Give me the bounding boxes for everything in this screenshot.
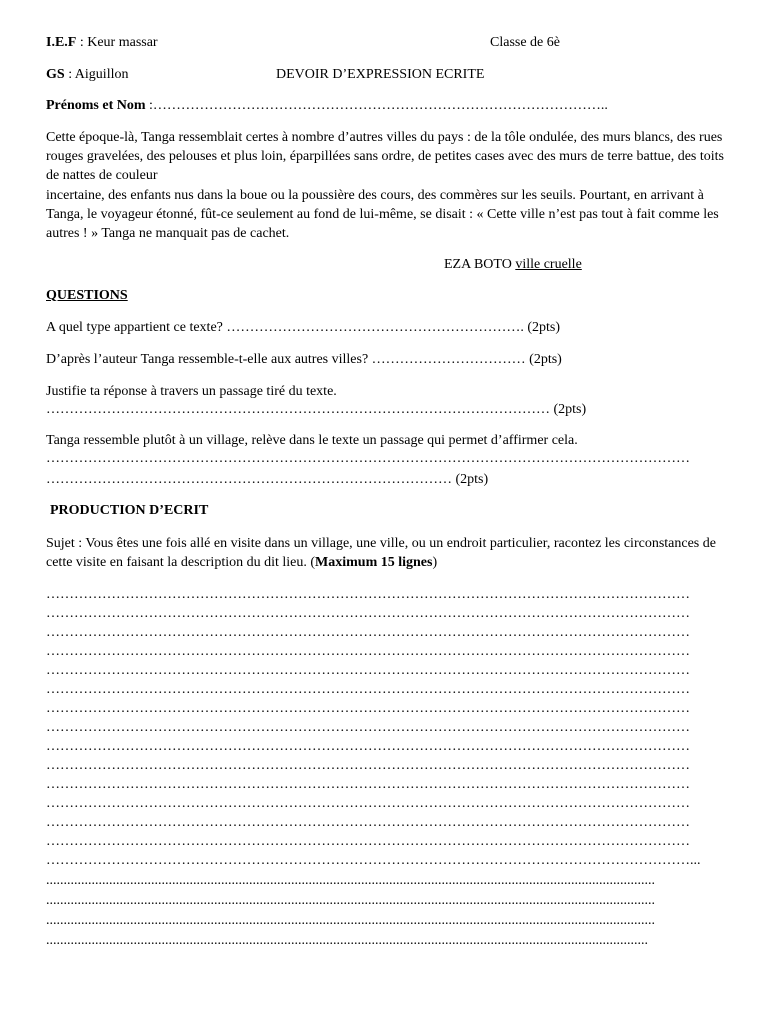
name-line: [46, 97, 608, 115]
writing-line: …………………………………………………………………………………………………………………………: [46, 758, 690, 773]
writing-line: …………………………………………………………………………………………………………………………: [46, 739, 690, 754]
passage-source: [444, 256, 582, 274]
writing-line: …………………………………………………………………………………………………………………………...: [46, 853, 701, 868]
subject-close-paren: ): [432, 555, 438, 570]
question-3: Justifie ta réponse à travers un passage tiré du texte.: [46, 384, 337, 399]
writing-line: ..............................................................................................................................................................................: [46, 873, 655, 888]
gs-line: [46, 66, 128, 84]
writing-line: …………………………………………………………………………………………………………………………: [46, 815, 690, 830]
work-title: ville cruelle: [515, 257, 582, 272]
question-2: D’après l’auteur Tanga ressemble-t-elle aux autres villes? …………………………… (2pts): [46, 352, 562, 367]
max-lines-note: Maximum 15 lignes: [315, 555, 433, 570]
question-4-answer-line-2: …………………………………………………………………………… (2pts): [46, 472, 489, 487]
writing-line: …………………………………………………………………………………………………………………………: [46, 777, 690, 792]
writing-line: …………………………………………………………………………………………………………………………: [46, 663, 690, 678]
writing-line: …………………………………………………………………………………………………………………………: [46, 625, 690, 640]
name-label: Prénoms et Nom: [46, 98, 146, 113]
question-4-answer-line-1: …………………………………………………………………………………………………………………………: [46, 451, 690, 466]
ief-value: : Keur massar: [76, 35, 158, 50]
passage-paragraph-2: incertaine, des enfants nus dans la boue ou la poussière des cours, des commères sur les seuils. Pourtant, en arrivant à Tanga, le voyageur étonné, fût-ce seulement au fond de lui-même, se disait : « Cette ville n’est pas tout à fait comme les autres ! » Tanga ne manquait pas de cachet.: [46, 188, 719, 241]
page-title: DEVOIR D’EXPRESSION ECRITE: [276, 67, 485, 82]
questions-heading: QUESTIONS: [46, 288, 128, 303]
ief-line: [46, 34, 158, 52]
writing-line: …………………………………………………………………………………………………………………………: [46, 644, 690, 659]
name-field-dots: :……………………………………………………………………………………..: [145, 98, 608, 113]
gs-value: : Aiguillon: [64, 67, 129, 82]
passage-paragraph-1: Cette époque-là, Tanga ressemblait certes à nombre d’autres villes du pays : de la tôle ondulée, des murs blancs, des rues rouges gravelées, des pelouses et plus loin, éparpillées sans ordre, de petites cases avec des murs de terre battue, des toits de nattes de couleur: [46, 130, 725, 183]
writing-line: …………………………………………………………………………………………………………………………: [46, 720, 690, 735]
subject-text: Sujet : Vous êtes une fois allé en visite dans un village, une ville, ou un endroit particulier, racontez les circonstances de cette visite en faisant la description du dit lieu. (: [46, 536, 716, 570]
question-4: Tanga ressemble plutôt à un village, relève dans le texte un passage qui permet d’affirmer cela.: [46, 433, 578, 448]
writing-line: ............................................................................................................................................................................: [46, 933, 648, 948]
writing-line: …………………………………………………………………………………………………………………………: [46, 796, 690, 811]
writing-line: ..............................................................................................................................................................................: [46, 893, 655, 908]
writing-line: …………………………………………………………………………………………………………………………: [46, 606, 690, 621]
class-label: Classe de 6è: [490, 35, 560, 50]
writing-line: …………………………………………………………………………………………………………………………: [46, 834, 690, 849]
writing-line: …………………………………………………………………………………………………………………………: [46, 682, 690, 697]
writing-line: ..............................................................................................................................................................................: [46, 913, 655, 928]
ief-label: I.E.F: [46, 35, 77, 50]
writing-line: …………………………………………………………………………………………………………………………: [46, 701, 690, 716]
question-1: A quel type appartient ce texte? ………………………………………………………. (2pts): [46, 320, 561, 335]
production-subject: [46, 534, 736, 572]
question-3-answer-line: ……………………………………………………………………………………………… (2pts): [46, 402, 587, 417]
writing-line: …………………………………………………………………………………………………………………………: [46, 587, 690, 602]
gs-label: GS: [46, 67, 65, 82]
author-name: EZA BOTO: [444, 257, 516, 272]
production-heading: PRODUCTION D’ECRIT: [50, 503, 209, 518]
